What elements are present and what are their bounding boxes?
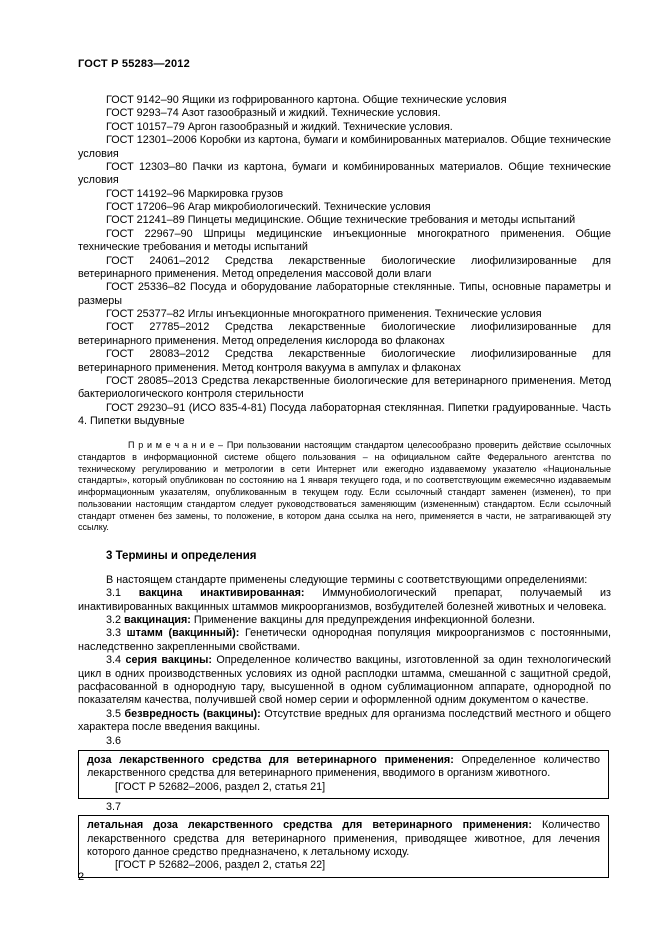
reference-item: ГОСТ 10157–79 Аргон газообразный и жидкий. Технические условия. <box>106 120 453 133</box>
term-definition: Генетически однородная популяция микроорганизмов с постоянными, наследственно закрепленными свойствами. <box>78 627 611 653</box>
term-name: летальная доза лекарственного средства для ветеринарного применения: <box>87 819 532 832</box>
term-name: доза лекарственного средства для ветеринарного применения: <box>87 753 454 766</box>
term-definition: Определенное количество лекарственного средства для ветеринарного применения, вводимого в организм животного. <box>87 753 600 780</box>
section-3-intro: В настоящем стандарте применены следующие термины с соответствующими определениями: <box>106 573 588 586</box>
boxed-definition-3-7 <box>78 815 609 878</box>
boxed-definition-3-6 <box>78 750 609 799</box>
term-number: 3.2 <box>106 614 122 626</box>
note-text: П р и м е ч а н и е – При пользовании настоящим стандартом целесообразно проверить действие ссылочных стандартов в информационной системе общего пользования – на официальном сайте Федерального агентства по техническому регулированию и метрологии в сети Интернет или ежегодно издаваемому указателю «Национальные стандарты», который опубликован по состоянию на 1 января текущего года, и по соответствующим ежемесячно издаваемым информационным указателям, опубликованным в текущем году. Если ссылочный стандарт заменен (изменен), то при пользовании настоящим стандартом следует руководствоваться заменяющим (измененным) стандартом. Если ссылочный стандарт отменен без замены, то положение, в котором дана ссылка на него, применяется в части, не затрагивающей эту ссылку. <box>78 440 611 533</box>
references-list <box>78 94 611 428</box>
page-number: 2 <box>78 871 85 883</box>
reference-item: ГОСТ 21241–89 Пинцеты медицинские. Общие технические требования и методы испытаний <box>106 214 576 227</box>
reference-item: ГОСТ 9142–90 Ящики из гофрированного картона. Общие технические условия <box>106 94 507 106</box>
source-reference: [ГОСТ Р 52682–2006, раздел 2, статья 22] <box>115 859 326 872</box>
term-name: серия вакцины: <box>125 654 212 667</box>
reference-item: ГОСТ 28083–2012 Средства лекарственные биологические лиофилизированные для ветеринарного применения. Метод контроля вакуума в ампулах и флаконах <box>78 348 611 374</box>
term-definition: Применение вакцины для предупреждения инфекционной болезни. <box>193 614 535 626</box>
term-definition: Количество лекарственного средства для ветеринарного применения, приводящее животное, для лечения которого данное средство предназначено, к летальному исходу. <box>87 819 600 858</box>
reference-item: ГОСТ 12301–2006 Коробки из картона, бумаги и комбинированных материалов. Общие технические условия <box>78 134 611 160</box>
term-item <box>87 754 600 781</box>
reference-item: ГОСТ 14192–96 Маркировка грузов <box>106 187 284 200</box>
section-3-title: 3 Термины и определения <box>106 549 257 562</box>
reference-item: ГОСТ 22967–90 Шприцы медицинские инъекционные многократного применения. Общие технические требования и методы испытаний <box>78 227 611 254</box>
term-name: безвредность (вакцины): <box>124 707 261 720</box>
reference-item: ГОСТ 24061–2012 Средства лекарственные биологические лиофилизированные для ветеринарного применения. Метод определения массовой доли влаги <box>78 254 611 280</box>
term-item <box>78 627 611 654</box>
reference-item: ГОСТ 25377–82 Иглы инъекционные многократного применения. Технические условия <box>106 308 542 320</box>
reference-item: ГОСТ 17206–96 Агар микробиологический. Технические условия <box>106 201 431 213</box>
reference-item: ГОСТ 12303–80 Пачки из картона, бумаги и комбинированных материалов. Общие технические условия <box>78 160 611 187</box>
term-item <box>78 614 611 627</box>
term-number: 3.1 <box>106 587 122 600</box>
term-definition: Иммунобиологический препарат, получаемый из инактивированных вакцинных штаммов микроорганизмов, возбудителей болезней животных и человека. <box>78 587 611 613</box>
term-name: вакцинация: <box>124 614 191 626</box>
reference-item: ГОСТ 29230–91 (ИСО 835-4-81) Посуда лабораторная стеклянная. Пипетки градуированные. Часть 4. Пипетки выдувные <box>78 401 611 427</box>
reference-item: ГОСТ 25336–82 Посуда и оборудование лабораторные стеклянные. Типы, основные параметры и размеры <box>78 281 611 307</box>
term-definition: Определенное количество вакцины, изготовленной за один технологический цикл в одних производственных условиях из одной расплодки штамма, смешанной с защитной средой, расфасованной в однородную тару, высушенной в одном сублимационном аппарате, однородной по показателям качества, получившей свой номер серии и оформленной одним документом о качестве. <box>78 654 611 707</box>
standard-number-header: ГОСТ Р 55283—2012 <box>78 58 190 70</box>
reference-item: ГОСТ 9293–74 Азот газообразный и жидкий. Технические условия. <box>106 107 441 120</box>
term-item <box>87 819 600 859</box>
term-name: штамм (вакцинный): <box>126 627 240 640</box>
term-definition: Отсутствие вредных для организма последствий местного и общего характера после введения вакцины. <box>78 707 612 733</box>
term-item <box>78 708 611 735</box>
reference-item: ГОСТ 28085–2013 Средства лекарственные биологические для ветеринарного применения. Метод бактериологического контроля стерильности <box>78 374 611 401</box>
source-reference: [ГОСТ Р 52682–2006, раздел 2, статья 21] <box>115 780 326 793</box>
term-number: 3.5 <box>106 707 122 720</box>
reference-item: ГОСТ 27785–2012 Средства лекарственные биологические лиофилизированные для ветеринарного применения. Метод определения кислорода во флаконах <box>78 321 611 347</box>
term-name: вакцина инактивированная: <box>138 587 305 600</box>
term-item <box>78 654 611 708</box>
term-number: 3.3 <box>106 627 122 640</box>
term-item <box>78 587 611 614</box>
term-number: 3.6 <box>106 735 122 748</box>
term-number: 3.7 <box>106 800 122 813</box>
term-number: 3.4 <box>106 654 122 667</box>
